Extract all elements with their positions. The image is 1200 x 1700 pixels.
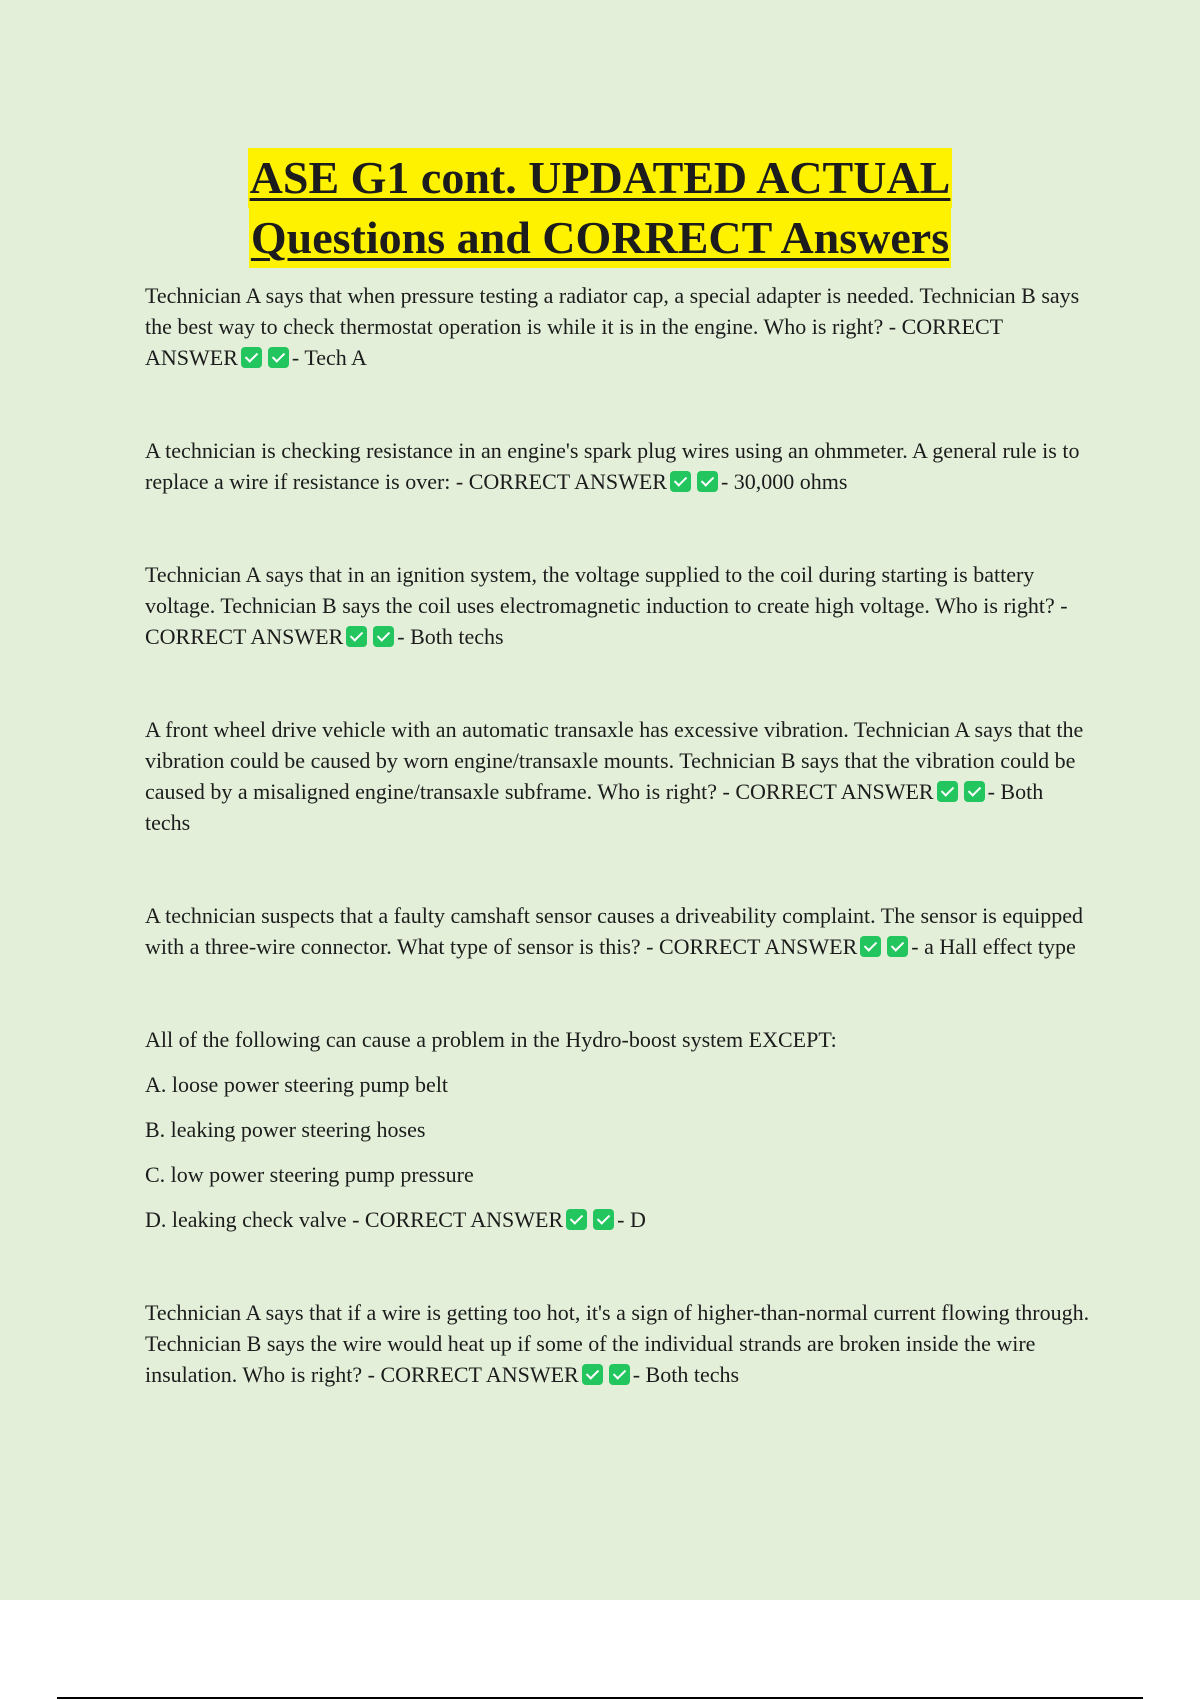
checkmark-icon [609, 1364, 630, 1385]
question-body: Technician A says that when pressure testing a radiator cap, a special adapter is needed. Technician B says the best way to check thermostat operation is while it is in the engine. Who is right? - [145, 283, 1080, 339]
question-item [145, 559, 1090, 652]
question-text [145, 435, 1090, 497]
option-a: A. loose power steering pump belt [145, 1072, 449, 1097]
checkmark-icon [241, 347, 262, 368]
answer-label: CORRECT ANSWER [145, 314, 1003, 370]
option-d-text: D. leaking check valve - [145, 1207, 365, 1232]
answer-label: CORRECT ANSWER [380, 1362, 579, 1387]
question-list [145, 280, 1090, 1452]
checkmark-icon [373, 626, 394, 647]
question-item [145, 714, 1090, 838]
option-d [145, 1204, 1090, 1235]
answer-label: CORRECT ANSWER [735, 779, 934, 804]
question-text [145, 280, 1090, 373]
option-c: C. low power steering pump pressure [145, 1162, 474, 1187]
answer-text: - Both techs [397, 624, 504, 649]
question-text: All of the following can cause a problem in the Hydro-boost system EXCEPT: [145, 1027, 837, 1052]
answer-text: - a Hall effect type [911, 934, 1076, 959]
checkmark-icon [697, 471, 718, 492]
answer-label: CORRECT ANSWER [468, 469, 667, 494]
question-body: Technician A says that if a wire is getting too hot, it's a sign of higher-than-normal current flowing through. Technician B says the wire would heat up if some of the individual strands are broken inside the wire insulation. Who is right? - [145, 1300, 1090, 1387]
document-title [0, 148, 1200, 268]
answer-text: - Both techs [145, 779, 1044, 835]
question-text [145, 1297, 1090, 1390]
checkmark-icon [582, 1364, 603, 1385]
question-item [145, 280, 1090, 373]
question-body: Technician A says that in an ignition system, the voltage supplied to the coil during starting is battery voltage. Technician B says the coil uses electromagnetic induction to create high voltage. Who is right? - [145, 562, 1068, 618]
answer-text: - Both techs [632, 1362, 740, 1387]
answer-label: CORRECT ANSWER [659, 934, 858, 959]
option-b: B. leaking power steering hoses [145, 1117, 426, 1142]
title-line-1: ASE G1 cont. UPDATED ACTUAL [248, 148, 953, 208]
question-text [145, 714, 1090, 838]
checkmark-icon [593, 1209, 614, 1230]
answer-label: CORRECT ANSWER [145, 624, 344, 649]
checkmark-icon [346, 626, 367, 647]
answer-label: CORRECT ANSWER [364, 1207, 564, 1232]
checkmark-icon [670, 471, 691, 492]
checkmark-icon [860, 936, 881, 957]
checkmark-icon [566, 1209, 587, 1230]
answer-text: - 30,000 ohms [720, 469, 848, 494]
question-text [145, 900, 1090, 962]
title-line-2: Questions and CORRECT Answers [249, 208, 951, 268]
question-item [145, 1297, 1090, 1390]
question-item [145, 435, 1090, 497]
answer-text: - D [617, 1207, 646, 1232]
checkmark-icon [268, 347, 289, 368]
question-text [145, 559, 1090, 652]
question-body: A technician is checking resistance in an engine's spark plug wires using an ohmmeter. A general rule is to replace a wire if resistance is over: - [145, 438, 1080, 494]
answer-text: - Tech A [291, 345, 367, 370]
question-body: A front wheel drive vehicle with an automatic transaxle has excessive vibration. Technician A says that the vibration could be caused by worn engine/transaxle mounts. Technician B says that the vibration could be caused by a misaligned engine/transaxle subframe. Who is right? - [145, 717, 1084, 804]
checkmark-icon [964, 781, 985, 802]
question-item [145, 900, 1090, 962]
question-item [145, 1024, 1090, 1235]
checkmark-icon [937, 781, 958, 802]
checkmark-icon [887, 936, 908, 957]
footer-divider [57, 1697, 1143, 1699]
question-body: A technician suspects that a faulty camshaft sensor causes a driveability complaint. The sensor is equipped with a three-wire connector. What type of sensor is this? - [145, 903, 1083, 959]
